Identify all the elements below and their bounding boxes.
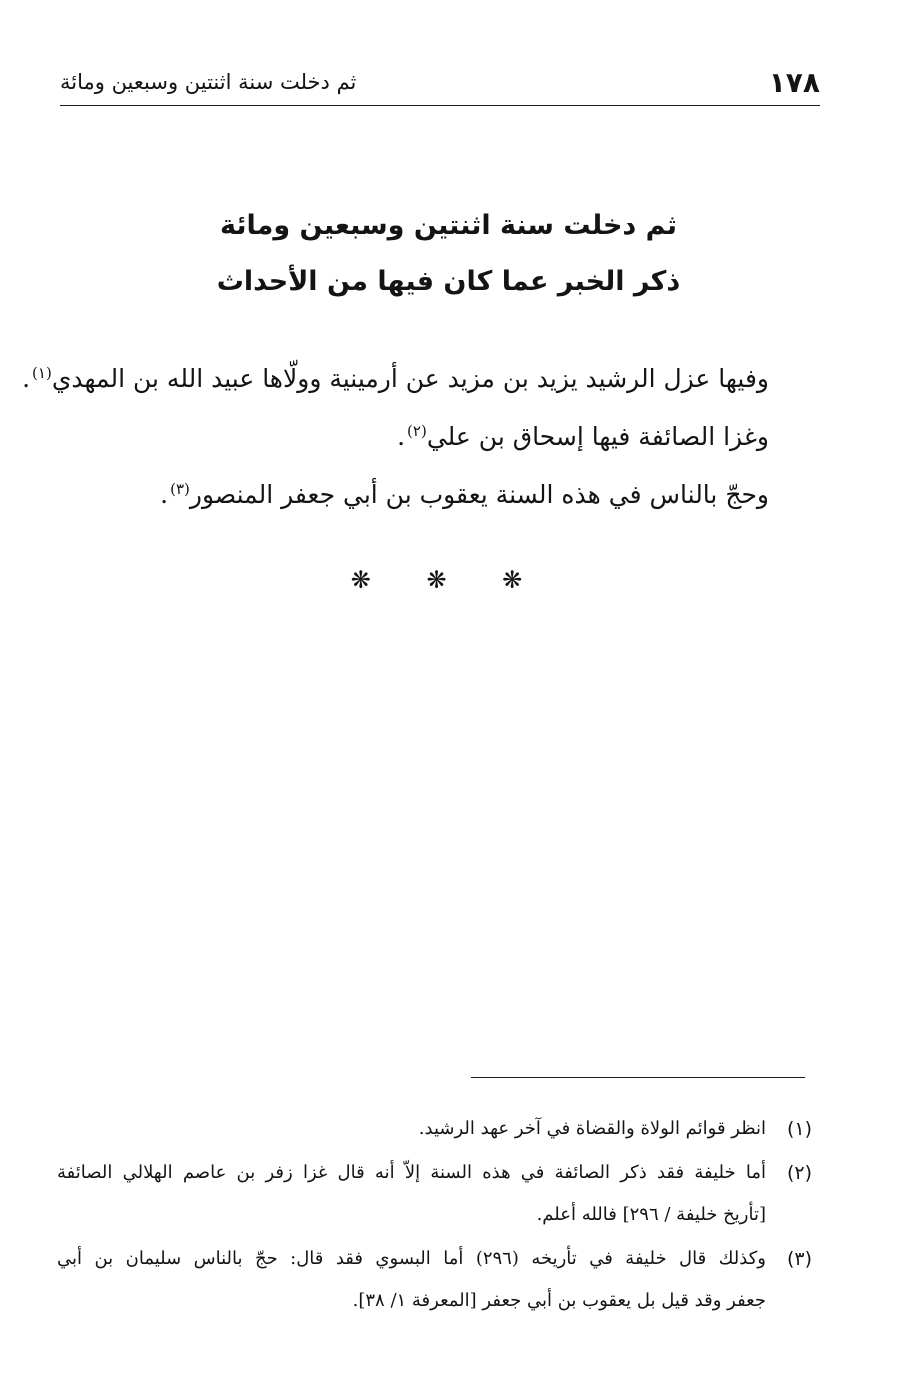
footnote-line: جعفر وقد قيل بل يعقوب بن أبي جعفر [المعرفة ١/ ٣٨].	[352, 1290, 766, 1311]
footnote-text	[57, 1238, 766, 1322]
footnote-line: أما خليفة فقد ذكر الصائفة في هذه السنة إلاّ أنه قال غزا زفر بن عاصم الهلالي الصائفة	[57, 1162, 766, 1183]
footnote-ref-2[interactable]: (٢)	[407, 421, 427, 440]
heading-title: ثم دخلت سنة اثنتين وسبعين ومائة	[220, 210, 677, 241]
footnote-3	[57, 1238, 812, 1322]
footnotes	[57, 1108, 812, 1324]
footnote-line: وكذلك قال خليفة في تأريخه (٢٩٦) أما البسوي فقد قال: حجّ بالناس سليمان بن أبي	[57, 1248, 766, 1269]
footnote-text	[57, 1108, 766, 1150]
footnote-ref-3[interactable]: (٣)	[170, 479, 190, 498]
heading-subtitle: ذكر الخبر عما كان فيها من الأحداث	[216, 266, 681, 297]
footnote-number: (١)	[786, 1118, 812, 1140]
paragraph-end: .	[22, 364, 31, 393]
footnote-ref-1[interactable]: (١)	[32, 363, 52, 382]
paragraph-text: وفيها عزل الرشيد يزيد بن مزيد عن أرمينية وولّاها عبيد الله بن المهدي	[51, 364, 769, 393]
paragraph-1	[22, 350, 769, 408]
chapter-heading	[0, 198, 897, 310]
page-number: ١٧٨	[768, 66, 820, 99]
footnote-line: انظر قوائم الولاة والقضاة في آخر عهد الرشيد.	[418, 1118, 766, 1139]
footnote-2	[57, 1152, 812, 1236]
footnote-line: [تأريخ خليفة / ٢٩٦] فالله أعلم.	[536, 1204, 766, 1225]
paragraph-text: وغزا الصائفة فيها إسحاق بن علي	[426, 422, 769, 451]
body-text	[22, 350, 769, 524]
paragraph-3	[69, 466, 769, 524]
running-header	[60, 64, 820, 104]
footnote-rule	[471, 1077, 805, 1078]
paragraph-text: وحجّ بالناس في هذه السنة يعقوب بن أبي جعفر المنصور	[189, 480, 769, 509]
footnote-text	[57, 1152, 766, 1236]
running-title: ثم دخلت سنة اثنتين وسبعين ومائة	[60, 70, 357, 94]
footnote-1	[57, 1108, 812, 1150]
paragraph-2	[69, 408, 769, 466]
header-rule	[60, 105, 820, 106]
paragraph-end: .	[397, 422, 406, 451]
paragraph-end: .	[160, 480, 169, 509]
footnote-number: (٢)	[786, 1162, 812, 1184]
section-separator: ❋ ❋ ❋	[350, 566, 547, 594]
footnote-number: (٣)	[786, 1248, 812, 1270]
